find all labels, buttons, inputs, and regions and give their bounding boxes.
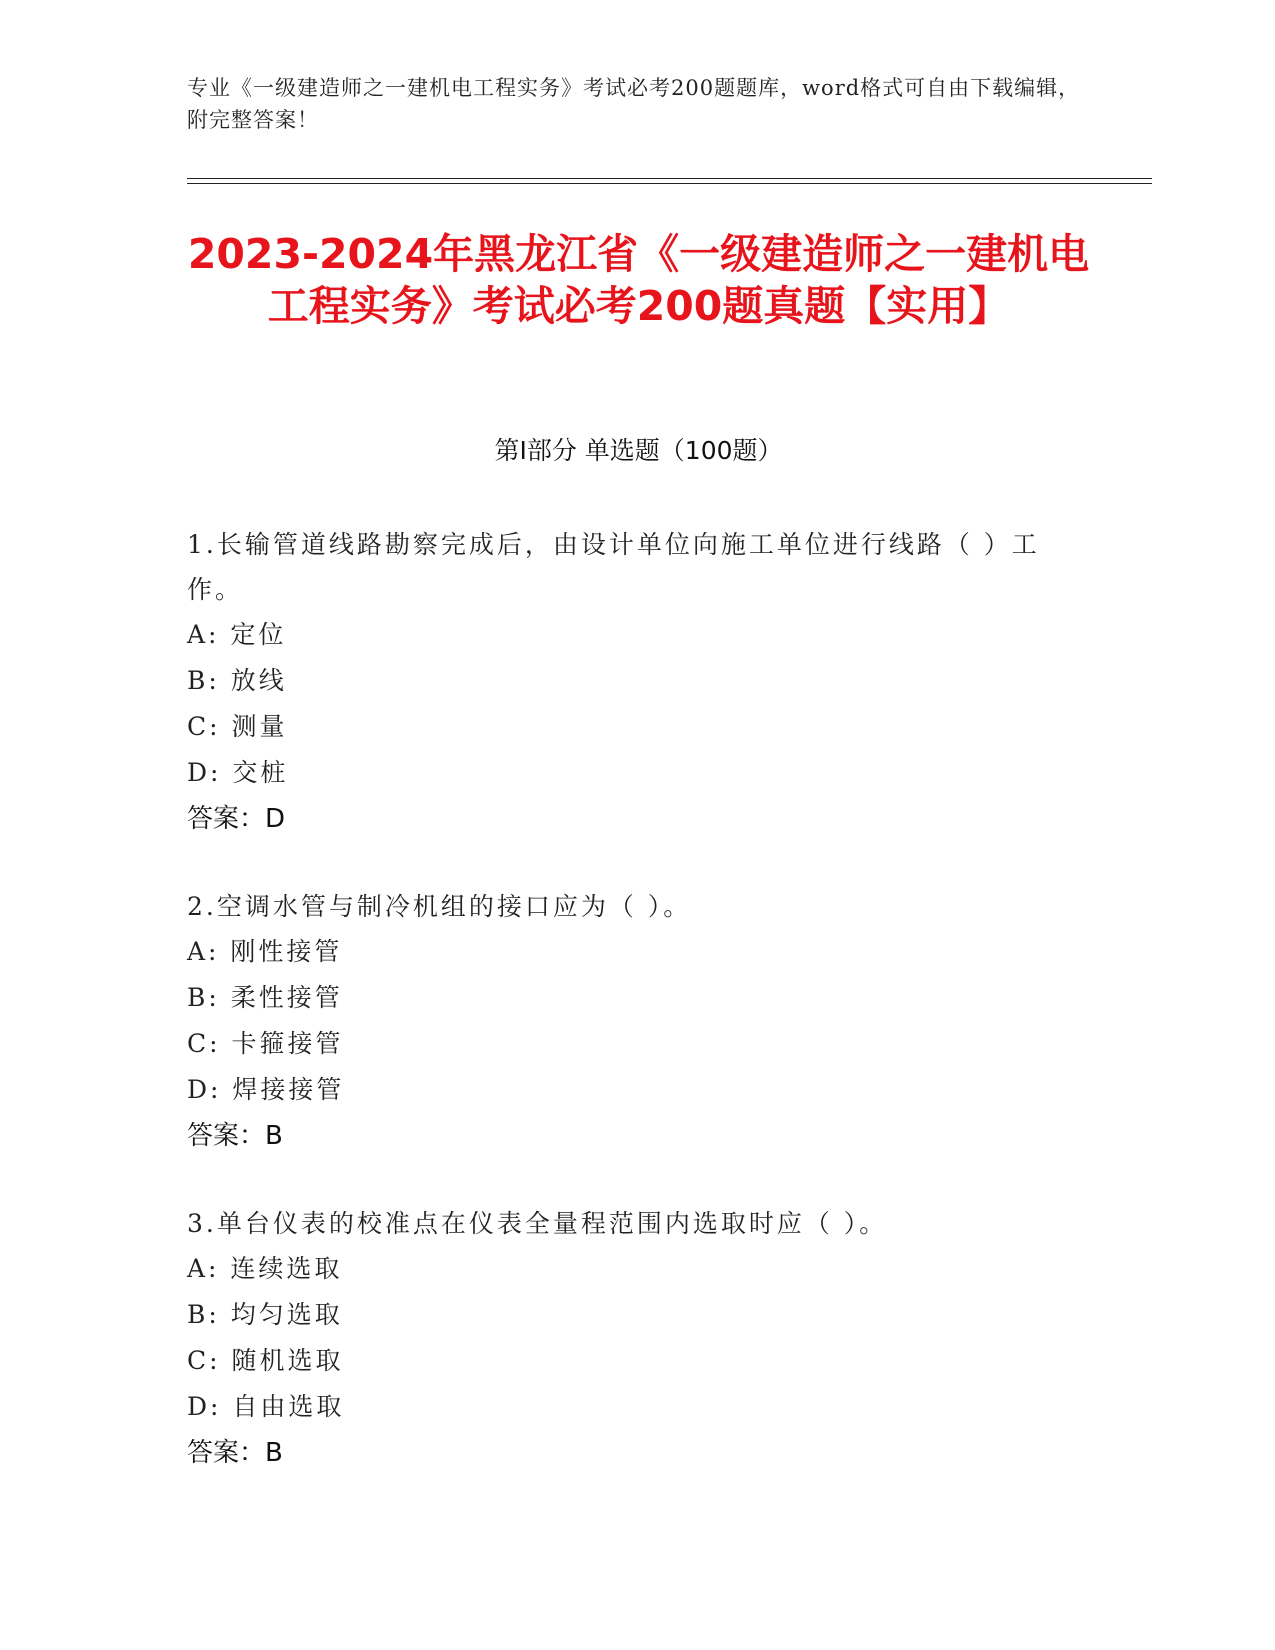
question-stem: 3.单台仪表的校准点在仪表全量程范围内选取时应（ ）。 (187, 1209, 888, 1238)
option-c: C: 卡箍接管 (187, 1029, 344, 1058)
header-note: 专业《一级建造师之一建机电工程实务》考试必考200题题库，word格式可自由下载编辑，附完整答案！ (187, 76, 1081, 132)
option-a: A: 刚性接管 (187, 937, 343, 966)
document-title: 2023-2024年黑龙江省《一级建造师之一建机电工程实务》考试必考200题真题【实用】 (187, 230, 1090, 330)
option-b: B: 均匀选取 (187, 1300, 343, 1329)
question-stem: 1.长输管道线路勘察完成后，由设计单位向施工单位进行线路（ ）工作。 (187, 530, 1040, 604)
option-a: A: 连续选取 (187, 1254, 343, 1283)
header-divider-bottom (187, 183, 1152, 184)
answer-line: 答案：B (187, 1438, 283, 1468)
header-divider-top (187, 178, 1152, 179)
option-c: C: 随机选取 (187, 1346, 344, 1375)
option-c: C: 测量 (187, 712, 288, 741)
option-d: D: 自由选取 (187, 1392, 345, 1421)
option-b: B: 放线 (187, 666, 287, 695)
option-b: B: 柔性接管 (187, 983, 343, 1012)
question-stem: 2.空调水管与制冷机组的接口应为（ ）。 (187, 892, 692, 921)
option-a: A: 定位 (187, 620, 287, 649)
question-2 (187, 884, 1087, 1159)
question-3 (187, 1201, 1087, 1476)
question-1 (187, 522, 1087, 842)
option-d: D: 交桩 (187, 758, 289, 787)
section-heading: 第Ⅰ部分 单选题（100题） (494, 436, 783, 465)
answer-line: 答案：B (187, 1121, 283, 1151)
option-d: D: 焊接接管 (187, 1075, 345, 1104)
answer-line: 答案：D (187, 804, 286, 834)
